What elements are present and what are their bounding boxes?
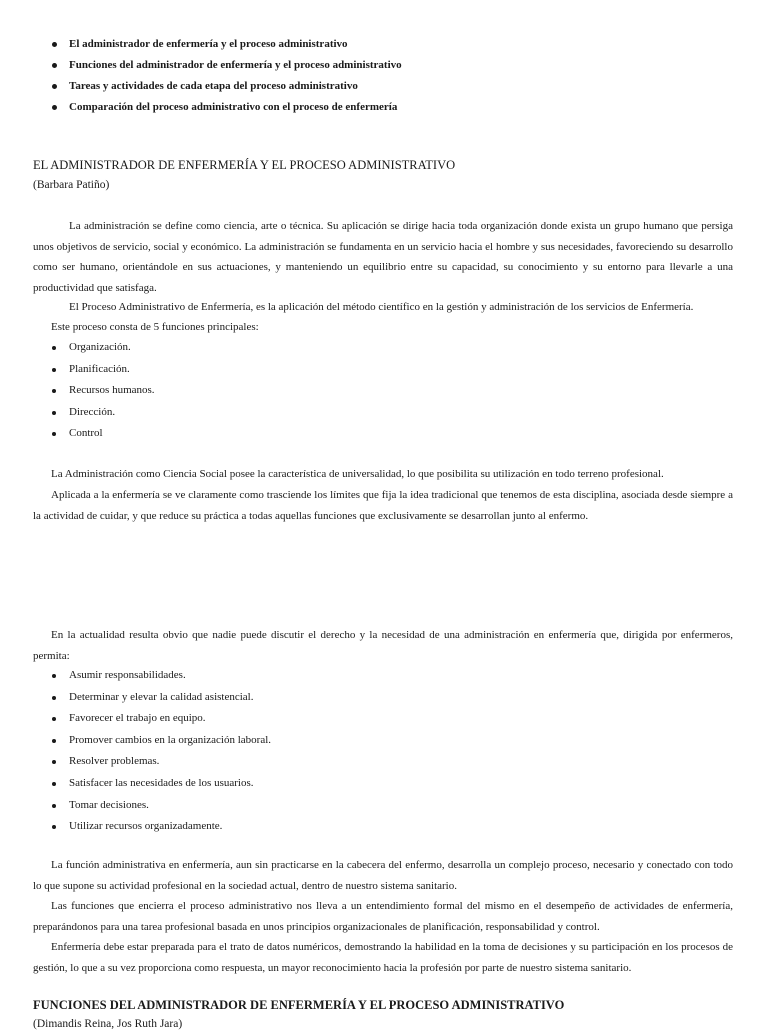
bullet-icon bbox=[52, 346, 56, 350]
list-item bbox=[52, 816, 271, 838]
list-item bbox=[52, 380, 155, 402]
section-author: (Barbara Patiño) bbox=[33, 179, 110, 191]
list-item bbox=[52, 359, 155, 381]
paragraph-functions-formal: Las funciones que encierra el proceso administrativo nos lleva a un entendimiento formal del mismo en el desempeño de actividades de enfermería, preparándonos para una tarea profesional basada en unos principios organizacionales de planificación, responsabilidad y control. bbox=[33, 900, 733, 933]
topic-text: Funciones del administrador de enfermería y el proceso administrativo bbox=[69, 59, 402, 71]
paragraph-process: El Proceso Administrativo de Enfermería, es la aplicación del método científico en la gestión y administración de los servicios de Enfermería. bbox=[69, 301, 694, 313]
list-item bbox=[52, 730, 271, 752]
topic-text: Comparación del proceso administrativo con el proceso de enfermería bbox=[69, 101, 398, 113]
bullet-icon bbox=[52, 804, 56, 808]
topic-item bbox=[52, 76, 402, 97]
list-item-text: Promover cambios en la organización laboral. bbox=[69, 733, 272, 746]
list-item bbox=[52, 402, 155, 424]
list-item-text: Asumir responsabilidades. bbox=[69, 669, 186, 681]
list-item bbox=[52, 687, 271, 709]
section-heading: EL ADMINISTRADOR DE ENFERMERÍA Y EL PROCESO ADMINISTRATIVO bbox=[33, 158, 456, 172]
list-item-text: Tomar decisiones. bbox=[69, 798, 149, 811]
list-item-text: Planificación. bbox=[69, 362, 130, 375]
list-item-text: Control bbox=[69, 427, 103, 440]
paragraph-numeric: Enfermería debe estar preparada para el trato de datos numéricos, demostrando la habilidad en la toma de decisiones y su participación en los procesos de gestión, lo que a su vez proporciona como respuesta, un mayor reconocimiento hacia la profesión por parte de nuestro sistema sanitario. bbox=[33, 941, 733, 974]
list-item bbox=[52, 795, 271, 817]
paragraph-function: La función administrativa en enfermería, aun sin practicarse en la cabecera del enfermo, desarrolla un complejo proceso, necesario y conectado con todo lo que supone su actividad profesional en la sociedad actual, dentro de nuestro sistema sanitario. bbox=[33, 859, 733, 892]
list-item bbox=[52, 751, 271, 773]
bullet-icon bbox=[52, 411, 56, 415]
bullet-icon bbox=[52, 368, 56, 372]
paragraph-definition: La administración se define como ciencia, arte o técnica. Su aplicación se dirige hacia toda organización donde exista un grupo humano que persiga unos objetivos de servicio, social y económico. La administración se fundamenta en un servicio hacia el hombre y sus necesidades, favoreciendo su desarrollo como ser humano, orientándole en sus actuaciones, y manteniendo un equilibrio entre su capacidad, su conocimiento y su entorno para llevarle a una productividad que satisfaga. bbox=[33, 220, 733, 294]
list-item-text: Recursos humanos. bbox=[69, 384, 155, 397]
list-item bbox=[52, 665, 271, 687]
bullet-icon bbox=[52, 782, 56, 786]
list-item-text: Dirección. bbox=[69, 405, 116, 418]
list-item bbox=[52, 337, 155, 359]
list-item bbox=[52, 773, 271, 795]
section2-subtitle: (Dimandis Reina, Jos Ruth Jara) bbox=[33, 1018, 183, 1030]
list-item-text: Satisfacer las necesidades de los usuarios. bbox=[69, 776, 254, 789]
topic-text: Tareas y actividades de cada etapa del proceso administrativo bbox=[69, 80, 358, 92]
bullet-icon bbox=[52, 674, 56, 678]
bullet-icon bbox=[52, 105, 57, 110]
bullet-icon bbox=[52, 739, 56, 743]
bullet-icon bbox=[52, 63, 57, 68]
paragraph-functions-intro: Este proceso consta de 5 funciones principales: bbox=[51, 321, 259, 333]
topics-list bbox=[52, 34, 402, 118]
bullet-icon bbox=[52, 389, 56, 393]
topic-item bbox=[52, 97, 402, 118]
topic-item bbox=[52, 34, 402, 55]
bullet-icon bbox=[52, 717, 56, 721]
list-item bbox=[52, 423, 155, 445]
list-item-text: Determinar y elevar la calidad asistencial. bbox=[69, 690, 254, 703]
benefits-list bbox=[52, 665, 271, 838]
paragraph-current: En la actualidad resulta obvio que nadie puede discutir el derecho y la necesidad de una administración en enfermería que, dirigida por enfermeros, permita: bbox=[33, 629, 733, 662]
bullet-icon bbox=[52, 696, 56, 700]
topic-text: El administrador de enfermería y el proceso administrativo bbox=[69, 38, 348, 50]
bullet-icon bbox=[52, 760, 56, 764]
topic-item bbox=[52, 55, 402, 76]
functions-list bbox=[52, 337, 155, 445]
bullet-icon bbox=[52, 432, 56, 436]
bullet-icon bbox=[52, 825, 56, 829]
list-item-text: Utilizar recursos organizadamente. bbox=[69, 820, 223, 833]
bullet-icon bbox=[52, 42, 57, 47]
list-item-text: Favorecer el trabajo en equipo. bbox=[69, 712, 206, 725]
section2-heading: FUNCIONES DEL ADMINISTRADOR DE ENFERMERÍA Y EL PROCESO ADMINISTRATIVO bbox=[33, 998, 565, 1012]
paragraph-universality: La Administración como Ciencia Social posee la característica de universalidad, lo que posibilita su utilización en todo terreno profesional. bbox=[51, 468, 664, 480]
bullet-icon bbox=[52, 84, 57, 89]
paragraph-nursing: Aplicada a la enfermería se ve claramente como trasciende los límites que fija la idea tradicional que tenemos de esta disciplina, asociada desde siempre a la actividad de cuidar, y que reduce su práctica a todas aquellas funciones que exclusivamente se desarrollan junto al enfermo. bbox=[33, 489, 733, 522]
list-item-text: Organización. bbox=[69, 341, 131, 353]
list-item bbox=[52, 708, 271, 730]
list-item-text: Resolver problemas. bbox=[69, 755, 160, 768]
